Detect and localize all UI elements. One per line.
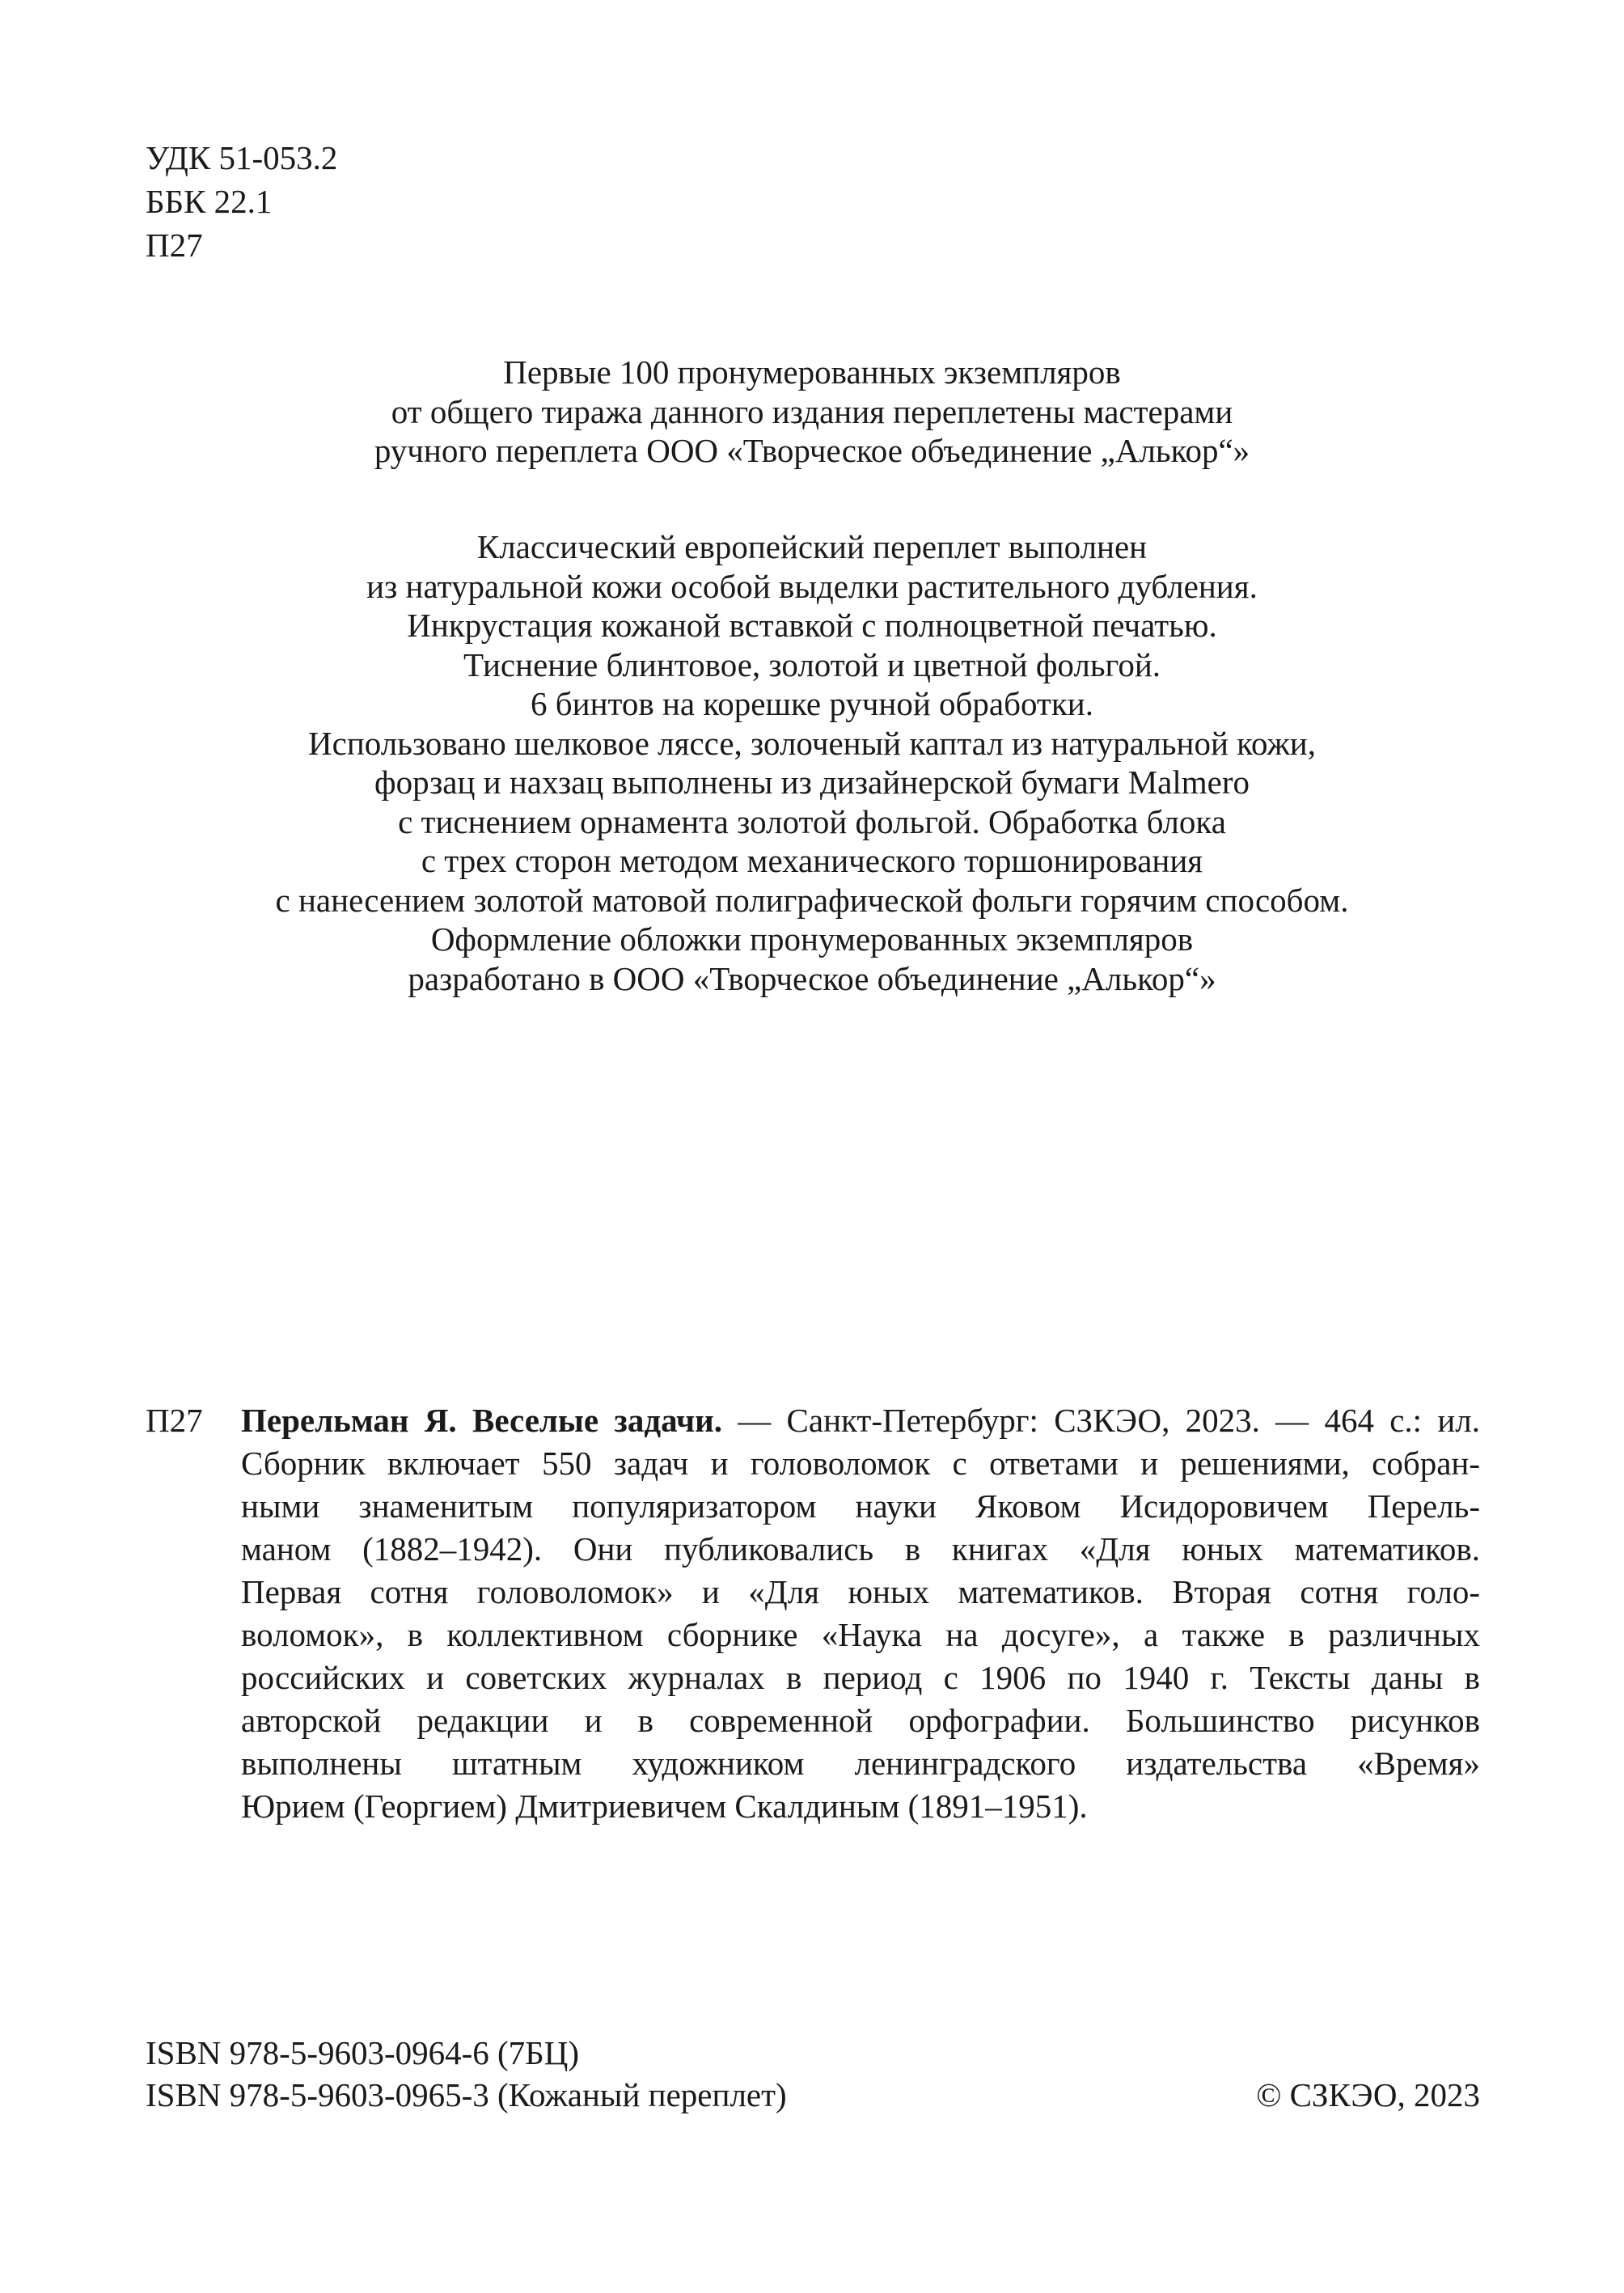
binding-line: разработано в ООО «Творческое объединение „Алькор“» xyxy=(408,959,1216,997)
binding-line: Использовано шелковое ляссе, золоченый каптал из натуральной кожи, xyxy=(308,724,1316,762)
annotation-line: маном (1882–1942). Они публиковались в книгах «Для юных математиков. xyxy=(241,1530,1480,1567)
binding-line: с нанесением золотой матовой полиграфической фольги горячим способом. xyxy=(275,881,1349,919)
bbk-code: ББК 22.1 xyxy=(146,183,273,220)
binding-line: форзац и нахзац выполнены из дизайнерской бумаги Malmero xyxy=(374,764,1250,801)
copyright-notice: © СЗКЭО, 2023 xyxy=(1256,2076,1480,2113)
binding-line: 6 бинтов на корешке ручной обработки. xyxy=(531,685,1093,722)
binding-line: Тиснение блинтовое, золотой и цветной фольгой. xyxy=(463,645,1161,683)
record-annotation xyxy=(241,1399,1480,1828)
isbn-line: ISBN 978-5-9603-0965-3 (Кожаный переплет) xyxy=(146,2076,787,2113)
record-code: П27 xyxy=(146,1402,203,1439)
record-heading-line xyxy=(241,1399,1480,1442)
annotation-line: российских и советских журналах в период с 1906 по 1940 г. Тексты даны в xyxy=(241,1659,1480,1696)
binding-line: с тиснением орнамента золотой фольгой. Обработка блока xyxy=(398,802,1226,840)
notice-line: от общего тиража данного издания переплетены мастерами xyxy=(391,392,1233,430)
binding-line: Оформление обложки пронумерованных экземпляров xyxy=(430,920,1194,958)
record-title: Перельман Я. Веселые задачи. xyxy=(241,1402,722,1439)
annotation-line: Юрием (Георгием) Дмитриевичем Скалдиным (1891–1951). xyxy=(241,1787,1088,1825)
isbn-block xyxy=(146,2032,787,2116)
binding-line: с трех сторон методом механического торшонирования xyxy=(421,842,1203,879)
edition-notice xyxy=(121,353,1503,471)
udk-code: УДК 51-053.2 xyxy=(146,139,338,176)
annotation-line: ными знаменитым популяризатором науки Яковом Исидоровичем Перель- xyxy=(241,1487,1480,1525)
notice-line: Первые 100 пронумерованных экземпляров xyxy=(503,353,1121,391)
binding-line: Классический европейский переплет выполнен xyxy=(476,528,1148,565)
classification-block xyxy=(146,136,337,267)
notice-line: ручного переплета ООО «Творческое объединение „Алькор“» xyxy=(374,432,1250,469)
binding-description xyxy=(121,527,1503,998)
binding-line: Инкрустация кожаной вставкой с полноцветной печатью. xyxy=(407,607,1217,644)
annotation-line: воломок», в коллективном сборнике «Наука на досуге», а также в различных xyxy=(241,1616,1480,1653)
annotation-line: авторской редакции и в современной орфографии. Большинство рисунков xyxy=(241,1702,1480,1739)
author-sign: П27 xyxy=(146,226,203,264)
annotation-line: Сборник включает 550 задач и головоломок с ответами и решениями, собран- xyxy=(241,1445,1480,1482)
record-imprint: — Санкт-Петербург: СЗКЭО, 2023. — 464 с.: ил. xyxy=(721,1402,1480,1439)
binding-line: из натуральной кожи особой выделки растительного дубления. xyxy=(366,567,1258,605)
annotation-line: Первая сотня головоломок» и «Для юных математиков. Вторая сотня голо- xyxy=(241,1573,1480,1610)
isbn-line: ISBN 978-5-9603-0964-6 (7БЦ) xyxy=(146,2034,579,2071)
annotation-line: выполнены штатным художником ленинградского издательства «Время» xyxy=(241,1745,1480,1782)
